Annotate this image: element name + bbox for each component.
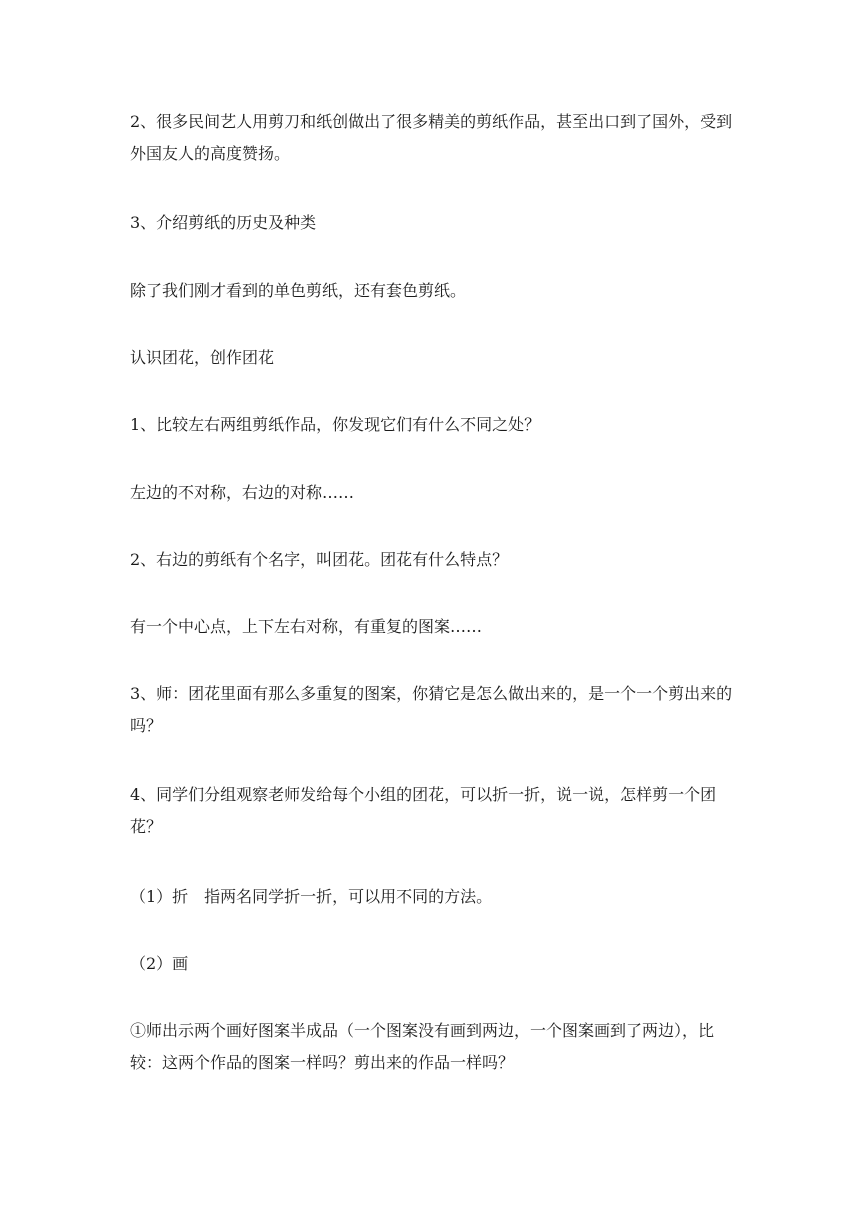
paragraph-9: 4、同学们分组观察老师发给每个小组的团花，可以折一折，说一说，怎样剪一个团花？ [130, 785, 717, 836]
paragraph-7: 有一个中心点，上下左右对称，有重复的图案…… [130, 617, 483, 636]
paragraph-6: 2、右边的剪纸有个名字，叫团花。团花有什么特点？ [130, 550, 509, 569]
paragraph-5: 左边的不对称，右边的对称…… [130, 483, 355, 502]
paragraph-10: （1）折 指两名同学折一折，可以用不同的方法。 [130, 887, 493, 906]
paragraph-4: 1、比较左右两组剪纸作品，你发现它们有什么不同之处？ [130, 415, 541, 434]
paragraph-1: 2、很多民间艺人用剪刀和纸创做出了很多精美的剪纸作品，甚至出口到了国外，受到外国友人的高度赞扬。 [130, 112, 733, 163]
paragraph-8: 3、师：团花里面有那么多重复的图案，你猜它是怎么做出来的，是一个一个剪出来的吗？ [130, 684, 733, 735]
paragraph-12: ①师出示两个画好图案半成品（一个图案没有画到两边，一个图案画到了两边），比较：这两个作品的图案一样吗？剪出来的作品一样吗？ [130, 1021, 715, 1072]
section-heading: 认识团花，创作团花 [130, 348, 275, 367]
paragraph-11: （2）画 [130, 954, 189, 973]
paragraph-3: 除了我们刚才看到的单色剪纸，还有套色剪纸。 [130, 281, 467, 300]
paragraph-2: 3、介绍剪纸的历史及种类 [130, 213, 317, 232]
